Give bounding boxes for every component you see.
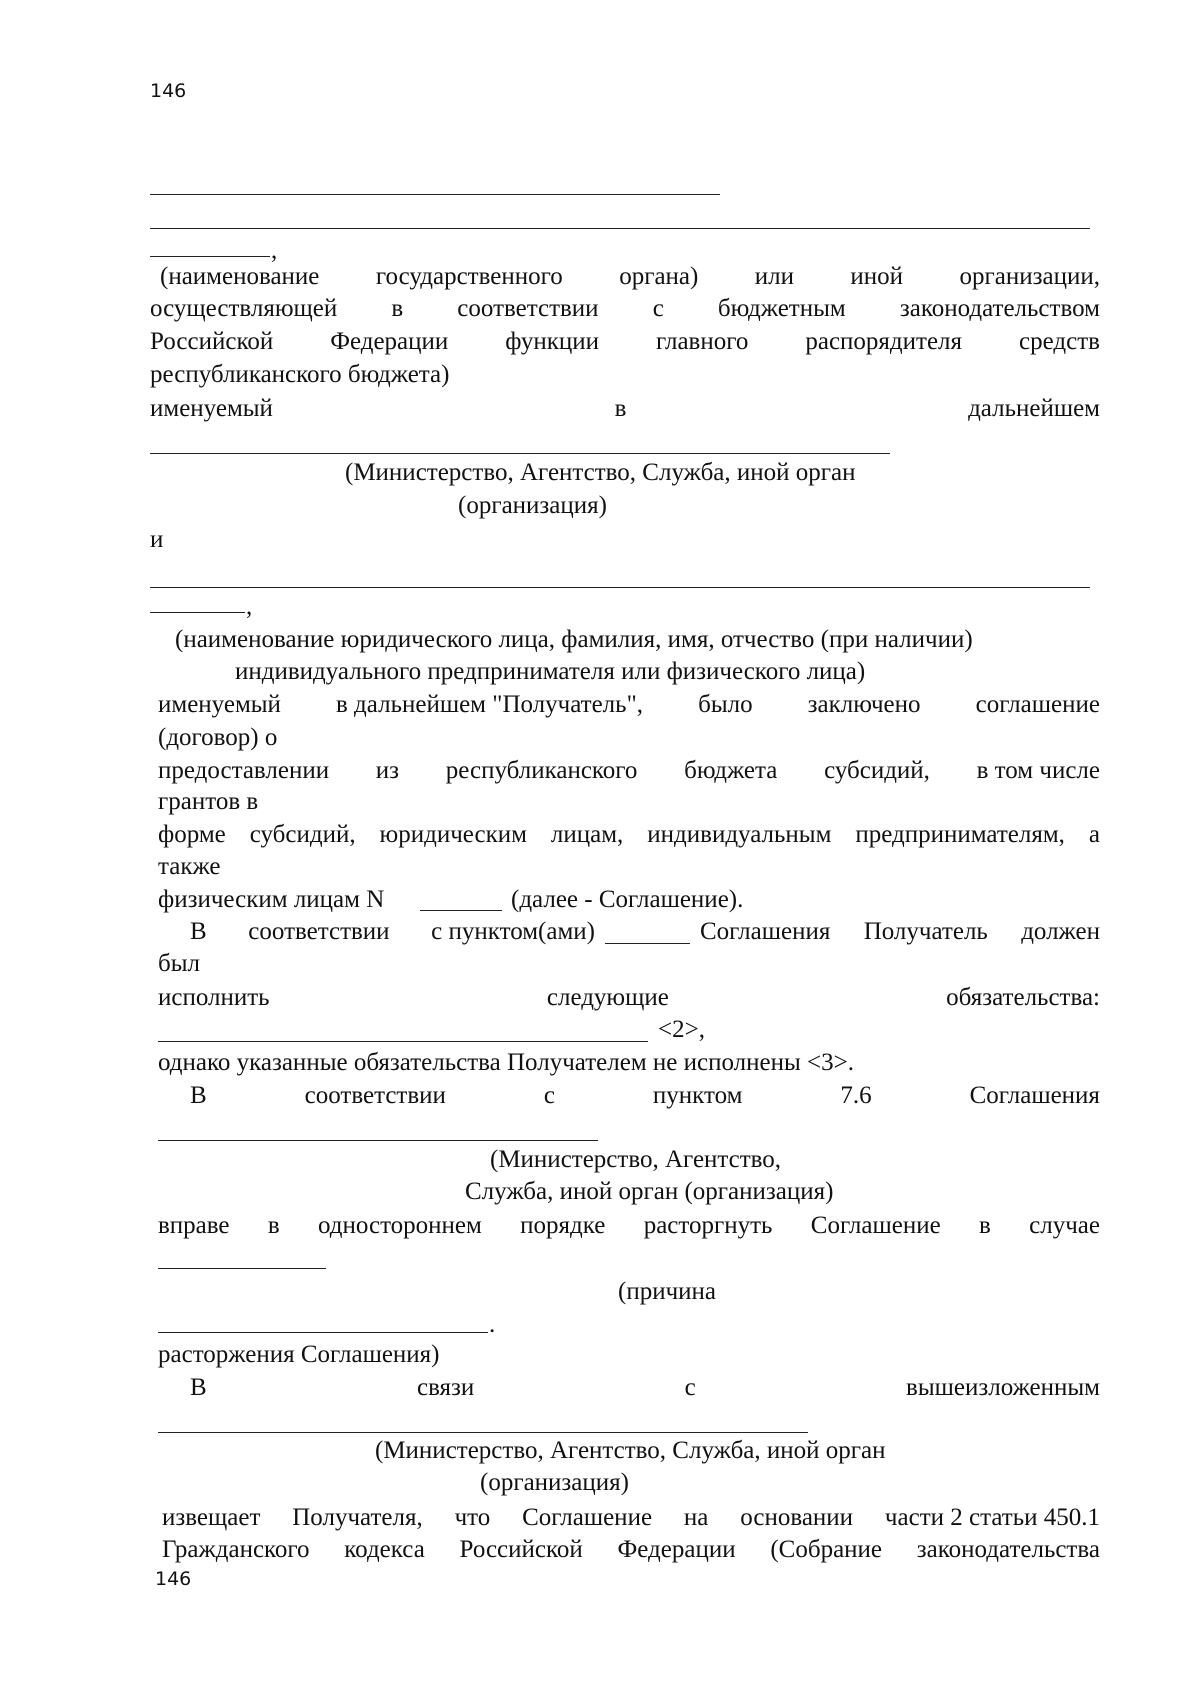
page-number-bottom: 146 bbox=[155, 1568, 192, 1590]
ministry-caption: (организация) bbox=[480, 1469, 629, 1496]
word: в дальнейшем "Получатель", bbox=[336, 691, 644, 718]
paragraph-line bbox=[190, 1373, 1100, 1403]
paragraph-line: (далее - Соглашение). bbox=[511, 886, 744, 913]
word: главного bbox=[656, 328, 749, 355]
recipient-caption: индивидуального предпринимателя или физического лица) bbox=[235, 658, 866, 685]
blank-line bbox=[158, 1432, 808, 1433]
org-caption-line bbox=[160, 262, 1100, 292]
word: следующие bbox=[546, 984, 669, 1011]
ministry-caption: (организация) bbox=[458, 492, 607, 519]
word: юридическим bbox=[379, 821, 527, 848]
word: с bbox=[652, 295, 664, 322]
paragraph-line: (договор) о bbox=[158, 724, 278, 751]
word: Гражданского bbox=[162, 1536, 310, 1563]
word: соответствии bbox=[457, 295, 599, 322]
period: . bbox=[489, 1311, 496, 1338]
word: в bbox=[979, 1212, 991, 1239]
word: В bbox=[190, 1082, 207, 1109]
word: вышеизложенным bbox=[906, 1374, 1100, 1401]
paragraph-line: физическим лицам N bbox=[158, 886, 385, 913]
blank-line bbox=[150, 612, 245, 613]
word: средств bbox=[1019, 328, 1100, 355]
paragraph-line bbox=[190, 917, 595, 947]
word: кодекса bbox=[344, 1536, 425, 1563]
paragraph-line bbox=[162, 1503, 1100, 1533]
word: предоставлении bbox=[158, 757, 330, 784]
word: дальнейшем bbox=[968, 395, 1100, 422]
footnote-ref: <2>, bbox=[658, 1016, 705, 1043]
word: организации, bbox=[959, 263, 1100, 290]
blank-line bbox=[150, 587, 1090, 588]
word: а bbox=[1088, 821, 1100, 848]
word: Федерации bbox=[617, 1536, 736, 1563]
word: Соглашение bbox=[522, 1504, 653, 1531]
word: предпринимателям, bbox=[855, 821, 1065, 848]
word: бюджета bbox=[684, 757, 778, 784]
word: законодательством bbox=[899, 295, 1100, 322]
word: в том числе bbox=[976, 757, 1100, 784]
word: В bbox=[190, 918, 207, 945]
ministry-caption: (Министерство, Агентство, Служба, иной орган bbox=[375, 1437, 886, 1464]
word: Соглашение bbox=[810, 1212, 941, 1239]
ministry-caption: (Министерство, Агентство, Служба, иной орган bbox=[345, 459, 856, 486]
word: на bbox=[683, 1504, 709, 1531]
word: бюджетным bbox=[717, 295, 846, 322]
paragraph-line bbox=[158, 820, 1100, 850]
word: соглашение bbox=[975, 691, 1100, 718]
word: что bbox=[454, 1504, 491, 1531]
org-caption-line bbox=[150, 294, 1100, 324]
comma: , bbox=[271, 237, 278, 264]
blank-line bbox=[150, 256, 270, 257]
paragraph-line bbox=[158, 756, 1100, 786]
word: субсидий, bbox=[824, 757, 930, 784]
word: исполнить bbox=[158, 984, 270, 1011]
word: или bbox=[754, 263, 794, 290]
word: Российской bbox=[150, 328, 274, 355]
word: было bbox=[698, 691, 753, 718]
word: именуемый bbox=[150, 395, 273, 422]
word: Соглашения bbox=[700, 918, 831, 945]
word: именуемый bbox=[158, 691, 281, 718]
word: распорядителя bbox=[805, 328, 963, 355]
blank-line bbox=[158, 1041, 648, 1042]
word: порядке bbox=[520, 1212, 606, 1239]
named-line bbox=[150, 394, 1100, 424]
word: с пунктом(ами) bbox=[431, 918, 595, 945]
word: 7.6 bbox=[840, 1082, 872, 1109]
word: с bbox=[684, 1374, 696, 1401]
word: государственного bbox=[375, 263, 563, 290]
org-caption-line bbox=[150, 327, 1100, 357]
blank-line bbox=[605, 943, 690, 944]
ministry-caption: Служба, иной орган (организация) bbox=[465, 1178, 834, 1205]
word: соответствии bbox=[248, 918, 390, 945]
word: В bbox=[190, 1374, 207, 1401]
paragraph-line: однако указанные обязательства Получателем не исполнены <3>. bbox=[158, 1049, 854, 1076]
reason-caption: расторжения Соглашения) bbox=[158, 1341, 440, 1368]
paragraph-line bbox=[158, 1211, 1100, 1241]
word: Российской bbox=[459, 1536, 583, 1563]
reason-caption: (причина bbox=[618, 1278, 717, 1305]
paragraph-line: был bbox=[158, 950, 200, 977]
word: в bbox=[614, 395, 627, 422]
word: форме bbox=[158, 821, 226, 848]
blank-line bbox=[158, 1140, 598, 1141]
word: (Собрание bbox=[770, 1536, 883, 1563]
paragraph-line bbox=[158, 983, 1100, 1013]
comma: , bbox=[246, 593, 253, 620]
word: Федерации bbox=[330, 328, 449, 355]
word: должен bbox=[1021, 918, 1100, 945]
word: иной bbox=[850, 263, 904, 290]
word: Получатель bbox=[863, 918, 988, 945]
recipient-caption: (наименование юридического лица, фамилия, имя, отчество (при наличии) bbox=[175, 626, 973, 653]
paragraph-line bbox=[700, 917, 1100, 947]
paragraph-line bbox=[158, 690, 1100, 720]
word: лицам, bbox=[550, 821, 624, 848]
word: осуществляющей bbox=[150, 295, 338, 322]
word: извещает bbox=[162, 1504, 261, 1531]
word: обязательства: bbox=[946, 984, 1100, 1011]
word: части 2 статьи 450.1 bbox=[884, 1504, 1100, 1531]
word: случае bbox=[1029, 1212, 1100, 1239]
page-number-top: 146 bbox=[150, 80, 187, 102]
word: Соглашения bbox=[969, 1082, 1100, 1109]
word: пунктом bbox=[652, 1082, 743, 1109]
word: в bbox=[391, 295, 404, 322]
blank-line bbox=[158, 1332, 488, 1333]
paragraph-line bbox=[190, 1081, 1100, 1111]
blank-line bbox=[420, 910, 502, 911]
word: Получателя, bbox=[292, 1504, 423, 1531]
word: (наименование bbox=[160, 263, 320, 290]
word: основании bbox=[740, 1504, 854, 1531]
paragraph-line: также bbox=[158, 853, 221, 880]
blank-line bbox=[150, 228, 1090, 229]
ministry-caption: (Министерство, Агентство, bbox=[490, 1146, 782, 1173]
word: законодательства bbox=[916, 1536, 1100, 1563]
word: одностороннем bbox=[317, 1212, 482, 1239]
blank-line bbox=[158, 1268, 326, 1269]
paragraph-line: грантов в bbox=[158, 788, 259, 815]
word: заключено bbox=[807, 691, 921, 718]
word: вправе bbox=[158, 1212, 230, 1239]
word: органа) bbox=[619, 263, 699, 290]
blank-line bbox=[150, 194, 720, 195]
word: республиканского bbox=[445, 757, 638, 784]
blank-line bbox=[150, 453, 890, 454]
word: в bbox=[267, 1212, 280, 1239]
word: субсидий, bbox=[249, 821, 356, 848]
word: связи bbox=[416, 1374, 475, 1401]
paragraph-line bbox=[162, 1535, 1100, 1565]
org-caption-last: республиканского бюджета) bbox=[150, 361, 450, 388]
word: расторгнуть bbox=[643, 1212, 773, 1239]
word: функции bbox=[505, 328, 600, 355]
word: соответствии bbox=[304, 1082, 446, 1109]
word: с bbox=[543, 1082, 555, 1109]
word: из bbox=[375, 757, 400, 784]
word: индивидуальным bbox=[647, 821, 832, 848]
conjunction-and: и bbox=[150, 526, 164, 553]
